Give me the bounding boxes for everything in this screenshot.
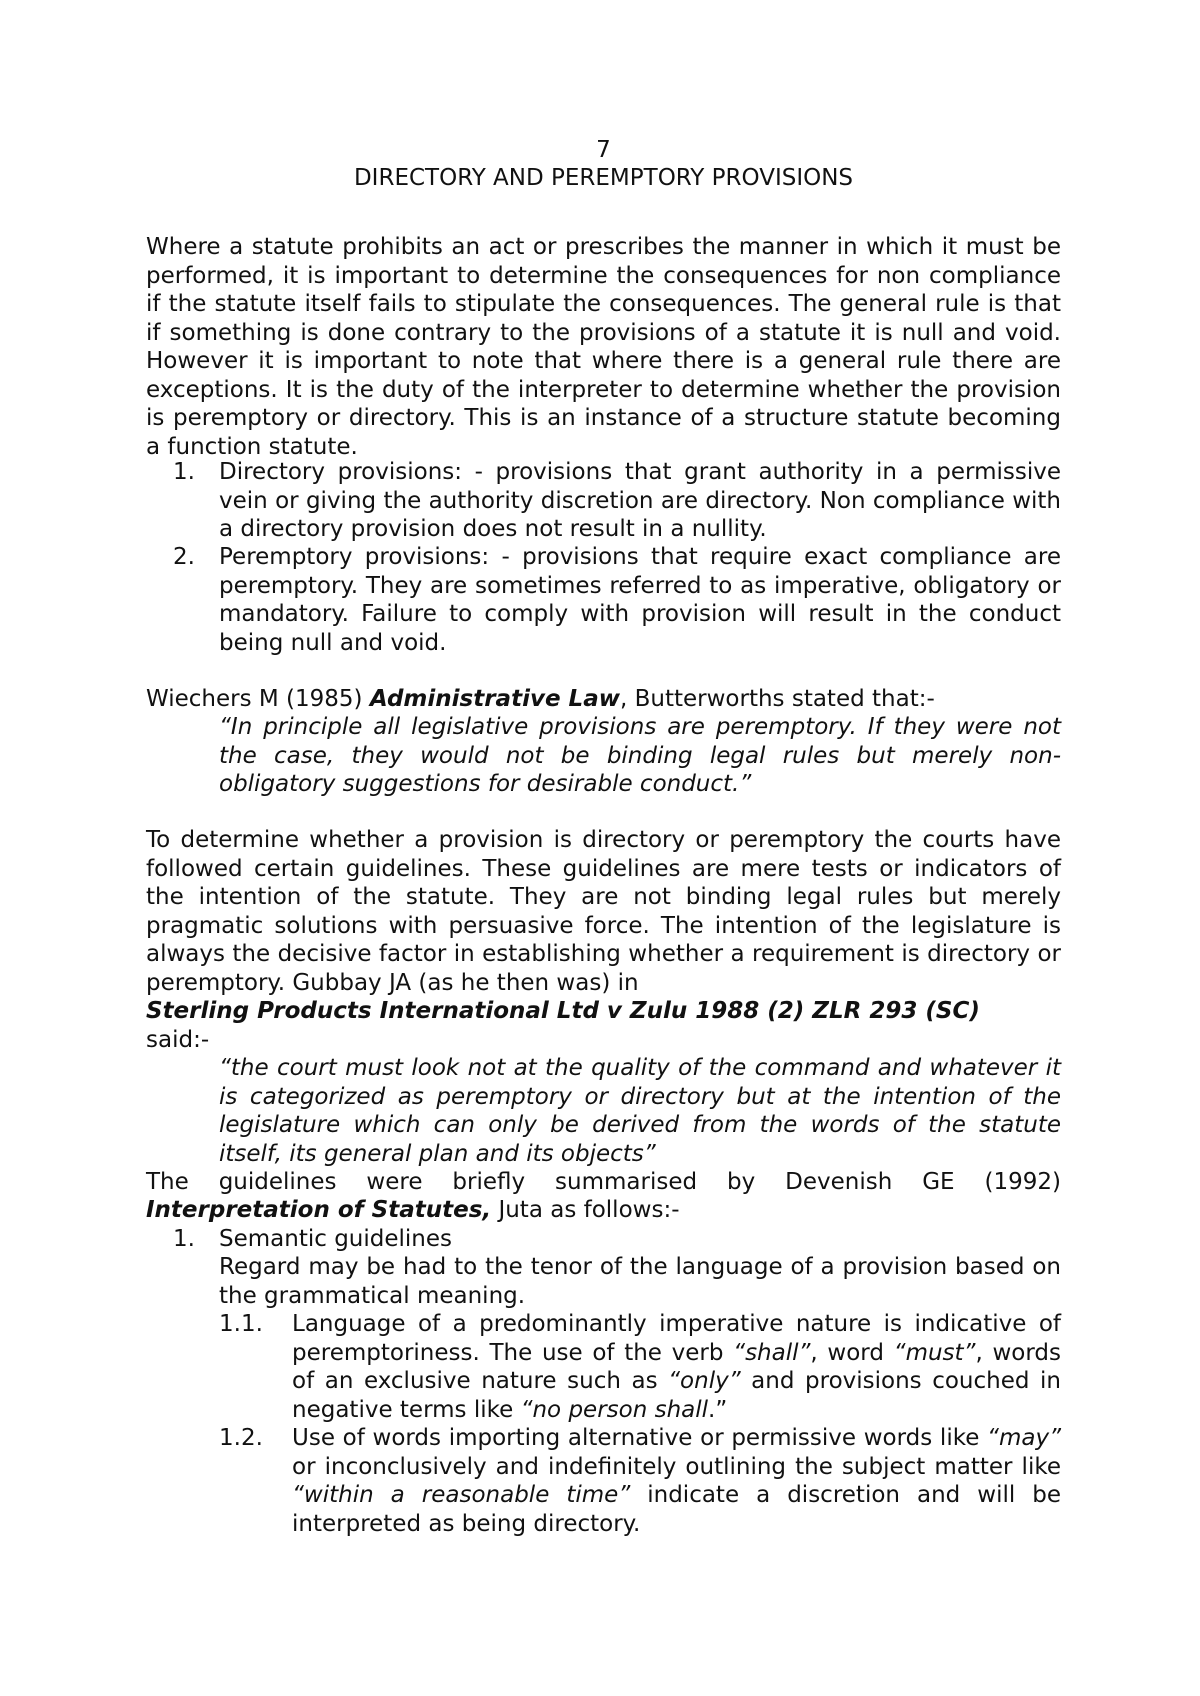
text-run: indicate a discretion and will be interpreted as being directory. (292, 1482, 1061, 1537)
list-number: 1. (173, 1226, 195, 1252)
text-run: Language of a predominantly imperative nature is indicative of peremptoriness. The use of the verb (292, 1311, 1061, 1366)
text-run: .” (708, 1396, 728, 1423)
sub-list-number: 1.2. (219, 1425, 263, 1451)
devenish-citation (146, 1196, 1061, 1225)
intro-paragraph: Where a statute prohibits an act or prescribes the manner in which it must be performed, it is important to determine the consequences for non compliance if the statute itself fails to stipulate the consequences. The general rule is that if something is done contrary to the provisions of a statute it is null and void. However it is important to note that where there is a general rule there are exceptions. It is the duty of the interpreter to determine whether the provision is peremptory or directory. This is an instance of a structure statute becoming a function statute. (146, 234, 1061, 460)
emphasis: “only” (668, 1368, 741, 1394)
emphasis: “within a reasonable time” (292, 1482, 631, 1508)
list-item: Directory provisions: - provisions that grant authority in a permissive vein or giving the authority discretion are directory. Non compliance with a directory provision does not result in a nullity. (219, 459, 1061, 542)
devenish-line: The guidelines were briefly summarised by Devenish GE (1992) (146, 1169, 1061, 1195)
said-label: said:- (146, 1027, 210, 1053)
citation-author: Wiechers M (1985) (146, 686, 370, 712)
list-number: 1. (173, 459, 195, 485)
emphasis: “must” (893, 1339, 976, 1366)
sub-list-item (292, 1424, 1061, 1538)
text-run: , words of an exclusive nature such as (292, 1339, 1062, 1394)
citation-rest: Juta as follows:- (491, 1197, 680, 1223)
citation-work-title: Interpretation of Statutes, (146, 1197, 492, 1223)
emphasis: “no person shall (520, 1396, 709, 1423)
citation-rest: , Butterworths stated that:- (619, 686, 935, 712)
citation-line (146, 685, 1061, 714)
text-run: and provisions couched in negative terms like (292, 1368, 1061, 1423)
case-citation: Sterling Products International Ltd v Zulu 1988 (2) ZLR 293 (SC) (146, 998, 980, 1024)
page-title: DIRECTORY AND PEREMPTORY PROVISIONS (353, 165, 854, 191)
sub-list-number: 1.1. (219, 1311, 263, 1337)
block-quote: “In principle all legislative provisions are peremptory. If they were not the case, they would not be binding legal rules but merely non-obligatory suggestions for desirable conduct.” (219, 714, 1061, 797)
list-item: Peremptory provisions: - provisions that require exact compliance are peremptory. They are sometimes referred to as imperative, obligatory or mandatory. Failure to comply with provision will result in the conduct being null and void. (219, 544, 1061, 656)
section-heading: Semantic guidelines (219, 1226, 452, 1252)
text-run: or inconclusively and indefinitely outlining the subject matter like (292, 1453, 1061, 1480)
block-quote: “the court must look not at the quality of the command and whatever it is categorized as peremptory or directory but at the intention of the legislature which can only be derived from the words of the statute itself, its general plan and its objects” (219, 1055, 1061, 1167)
section-text: Regard may be had to the tenor of the language of a provision based on the grammatical meaning. (219, 1254, 1061, 1309)
text-run: , word (810, 1339, 894, 1366)
list-number: 2. (173, 544, 195, 570)
guidelines-paragraph: To determine whether a provision is directory or peremptory the courts have followed certain guidelines. These guidelines are mere tests or indicators of the intention of the statute. They are not binding legal rules but merely pragmatic solutions with persuasive force. The intention of the legislature is always the decisive factor in establishing whether a requirement is directory or peremptory. Gubbay JA (as he then was) in (146, 827, 1061, 996)
text-run: Use of words importing alternative or permissive words like (292, 1425, 988, 1451)
citation-work-title: Administrative Law (369, 686, 620, 712)
page-number: 7 (596, 137, 611, 163)
emphasis: “may” (987, 1425, 1061, 1451)
sub-list-item (292, 1310, 1061, 1424)
emphasis: “shall” (733, 1339, 811, 1366)
